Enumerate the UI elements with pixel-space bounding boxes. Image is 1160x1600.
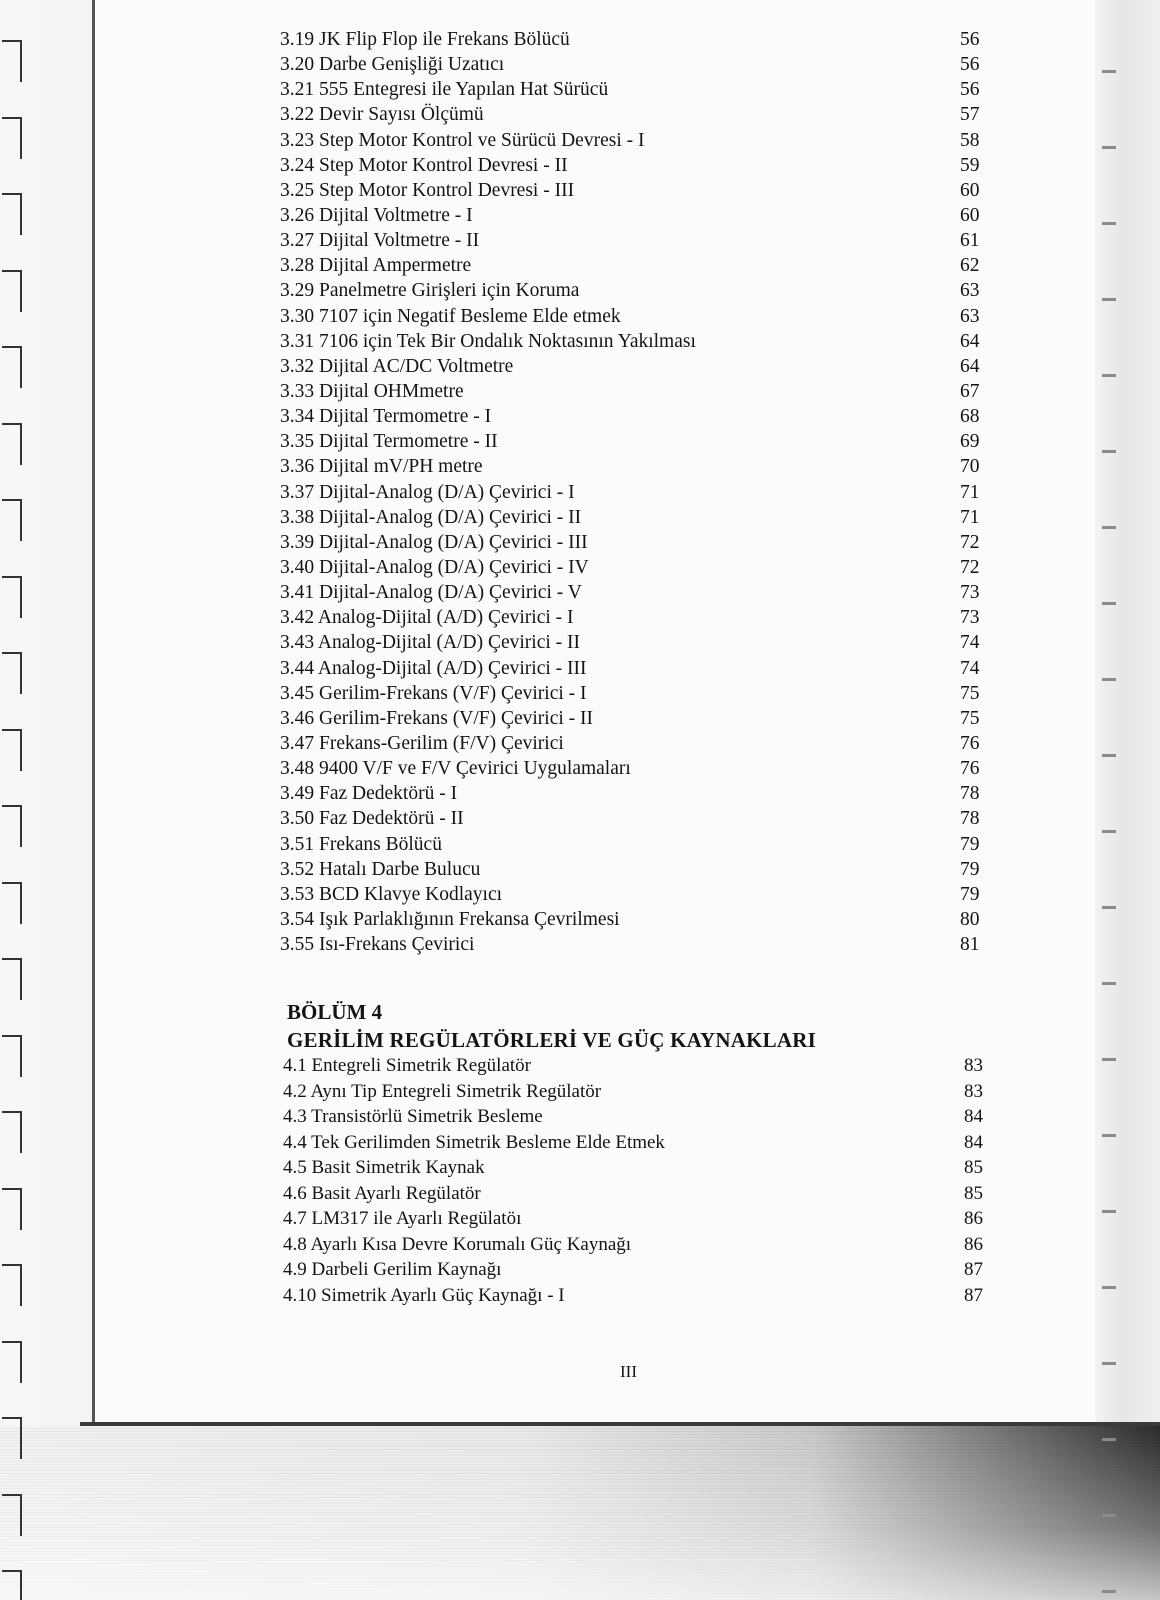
page-edge-tick — [1102, 1590, 1116, 1599]
binding-hole-mark — [2, 40, 22, 82]
toc-entry-page: 58 — [960, 129, 980, 151]
page-edge-tick — [1102, 222, 1116, 231]
toc-entry-title: 3.50 Faz Dedektörü - II — [280, 808, 464, 830]
toc-entry-title: 3.39 Dijital-Analog (D/A) Çevirici - III — [280, 531, 588, 553]
toc-entry-title: 3.19 JK Flip Flop ile Frekans Bölücü — [280, 29, 570, 50]
binding-hole-mark — [2, 1341, 22, 1383]
toc-entry-title: 3.45 Gerilim-Frekans (V/F) Çevirici - I — [280, 682, 587, 704]
page-edge-tick — [1102, 1438, 1116, 1447]
toc-entry-title: 4.6 Basit Ayarlı Regülatör — [283, 1182, 481, 1204]
toc-entry-page: 72 — [960, 556, 980, 578]
binding-hole-mark — [2, 1111, 22, 1153]
chapter-title: GERİLİM REGÜLATÖRLERİ VE GÜÇ KAYNAKLARI — [287, 1028, 816, 1052]
toc-entry — [280, 404, 990, 429]
toc-entry — [283, 1283, 993, 1309]
toc-entry-title: 3.20 Darbe Genişliği Uzatıcı — [280, 54, 505, 76]
toc-entry-title: 4.2 Aynı Tip Entegreli Simetrik Regülatör — [283, 1080, 602, 1102]
page-edge-tick — [1102, 1514, 1116, 1523]
toc-entry — [280, 480, 990, 505]
toc-entry — [280, 656, 990, 681]
toc-entry-title: 4.5 Basit Simetrik Kaynak — [283, 1157, 485, 1178]
toc-entry-title: 4.8 Ayarlı Kısa Devre Korumalı Güç Kaynağı — [283, 1233, 632, 1255]
toc-entry-page: 56 — [960, 79, 980, 101]
toc-entry-page: 64 — [960, 355, 980, 377]
binding-hole-mark — [2, 576, 22, 618]
binding-hole-mark — [2, 117, 22, 159]
toc-entry-page: 63 — [960, 305, 980, 327]
toc-entry-page: 64 — [960, 330, 980, 352]
toc-entry-title: 3.42 Analog-Dijital (A/D) Çevirici - I — [280, 607, 574, 629]
toc-entry — [283, 1155, 993, 1181]
toc-entry — [283, 1181, 993, 1207]
toc-entry-page: 60 — [960, 204, 980, 226]
toc-entry — [280, 756, 990, 781]
binding-hole-mark — [2, 346, 22, 388]
toc-entry-title: 3.34 Dijital Termometre - I — [280, 406, 492, 428]
toc-entry — [280, 630, 990, 655]
chapter-heading — [287, 998, 816, 1054]
page-edge-tick — [1102, 526, 1116, 535]
toc-section-3 — [280, 27, 990, 957]
toc-entry — [283, 1206, 993, 1232]
toc-entry-page: 80 — [960, 908, 980, 930]
toc-entry-title: 4.7 LM317 ile Ayarlı Regülatöı — [283, 1208, 522, 1229]
toc-entry-title: 3.30 7107 için Negatif Besleme Elde etmek — [280, 305, 621, 327]
toc-entry — [280, 555, 990, 580]
toc-entry — [280, 857, 990, 882]
toc-entry — [280, 806, 990, 831]
toc-entry-title: 3.23 Step Motor Kontrol ve Sürücü Devresi - I — [280, 129, 645, 151]
toc-entry-title: 3.53 BCD Klavye Kodlayıcı — [280, 883, 503, 905]
binding-hole-mark — [2, 1188, 22, 1230]
toc-entry-title: 4.4 Tek Gerilimden Simetrik Besleme Elde Etmek — [283, 1131, 665, 1153]
toc-entry-page: 74 — [960, 632, 980, 654]
binding-hole-mark — [2, 499, 22, 541]
toc-entry-page: 70 — [960, 456, 980, 478]
binding-hole-mark — [2, 1570, 22, 1600]
toc-entry — [280, 329, 990, 354]
toc-entry — [283, 1257, 993, 1283]
toc-entry-page: 86 — [964, 1208, 983, 1229]
toc-entry-page: 87 — [964, 1259, 983, 1280]
page-edge-tick — [1102, 374, 1116, 383]
page-edge-tick — [1102, 906, 1116, 915]
toc-entry — [280, 530, 990, 555]
toc-entry — [283, 1130, 993, 1156]
toc-entry-title: 3.55 Isı-Frekans Çevirici — [280, 934, 475, 956]
binding-hole-mark — [2, 1264, 22, 1306]
page-edge-tick — [1102, 450, 1116, 459]
page-edge-tick — [1102, 1134, 1116, 1143]
toc-entry-page: 56 — [960, 29, 980, 50]
toc-entry-page: 69 — [960, 431, 980, 453]
toc-entry — [280, 178, 990, 203]
page-edge-tick — [1102, 1286, 1116, 1295]
toc-entry-page: 68 — [960, 406, 980, 428]
toc-entry-title: 3.36 Dijital mV/PH metre — [280, 456, 483, 478]
page-edge-tick — [1102, 146, 1116, 155]
toc-entry-page: 79 — [960, 858, 980, 880]
toc-entry-title: 4.3 Transistörlü Simetrik Besleme — [283, 1106, 543, 1127]
binding-hole-mark — [2, 805, 22, 847]
toc-entry — [280, 153, 990, 178]
toc-entry-page: 71 — [960, 506, 980, 528]
scan-shadow-fade — [0, 1426, 1160, 1600]
toc-entry — [280, 77, 990, 102]
page-edge-tick — [1102, 1058, 1116, 1067]
toc-entry-title: 3.54 Işık Parlaklığının Frekansa Çevrilmesi — [280, 908, 620, 930]
binding-hole-mark — [2, 1417, 22, 1459]
chapter-number: BÖLÜM 4 — [287, 1000, 383, 1024]
toc-entry — [280, 932, 990, 957]
page-edge-tick — [1102, 754, 1116, 763]
toc-entry-title: 3.41 Dijital-Analog (D/A) Çevirici - V — [280, 582, 582, 604]
page-edge-tick — [1102, 1362, 1116, 1371]
toc-entry-page: 71 — [960, 481, 980, 503]
toc-entry-title: 3.31 7106 için Tek Bir Ondalık Noktasının Yakılması — [280, 330, 696, 352]
binding-hole-mark — [2, 270, 22, 312]
toc-entry — [280, 379, 990, 404]
toc-entry-page: 75 — [960, 707, 980, 729]
toc-entry-page: 73 — [960, 607, 980, 629]
toc-entry-page: 78 — [960, 808, 980, 830]
toc-entry-title: 3.43 Analog-Dijital (A/D) Çevirici - II — [280, 632, 581, 654]
toc-entry-title: 3.35 Dijital Termometre - II — [280, 431, 498, 453]
toc-entry — [280, 781, 990, 806]
toc-entry — [280, 832, 990, 857]
toc-entry — [280, 882, 990, 907]
toc-entry-title: 3.22 Devir Sayısı Ölçümü — [280, 104, 484, 126]
binding-hole-mark — [2, 193, 22, 235]
toc-entry — [280, 505, 990, 530]
toc-entry-page: 61 — [960, 230, 980, 252]
toc-entry — [283, 1053, 993, 1079]
toc-entry — [280, 429, 990, 454]
toc-entry-title: 3.21 555 Entegresi ile Yapılan Hat Sürücü — [280, 79, 609, 101]
toc-entry-page: 84 — [964, 1131, 983, 1153]
toc-entry-page: 76 — [960, 758, 980, 780]
toc-entry-title: 3.37 Dijital-Analog (D/A) Çevirici - I — [280, 481, 575, 503]
toc-entry-page: 86 — [964, 1233, 983, 1255]
toc-entry-page: 62 — [960, 255, 980, 277]
toc-entry-title: 3.26 Dijital Voltmetre - I — [280, 204, 473, 226]
toc-entry-page: 57 — [960, 104, 980, 126]
toc-entry-page: 67 — [960, 380, 980, 402]
toc-entry-title: 3.24 Step Motor Kontrol Devresi - II — [280, 154, 568, 176]
toc-entry-title: 3.46 Gerilim-Frekans (V/F) Çevirici - II — [280, 707, 594, 729]
toc-entry-title: 3.27 Dijital Voltmetre - II — [280, 230, 480, 252]
toc-entry-page: 75 — [960, 682, 980, 704]
toc-entry — [280, 605, 990, 630]
binding-hole-mark — [2, 423, 22, 465]
toc-entry-page: 83 — [964, 1080, 983, 1102]
binding-hole-mark — [2, 1035, 22, 1077]
binding-hole-mark — [2, 729, 22, 771]
toc-entry-page: 60 — [960, 179, 980, 201]
toc-entry — [280, 203, 990, 228]
binding-hole-mark — [2, 958, 22, 1000]
toc-entry-page: 85 — [964, 1182, 983, 1204]
page-edge-tick — [1102, 602, 1116, 611]
toc-entry-page: 56 — [960, 54, 980, 76]
toc-entry-title: 4.9 Darbeli Gerilim Kaynağı — [283, 1259, 502, 1280]
binding-hole-mark — [2, 652, 22, 694]
toc-entry-page: 74 — [960, 657, 980, 679]
toc-entry-title: 4.10 Simetrik Ayarlı Güç Kaynağı - I — [283, 1284, 565, 1306]
toc-entry-page: 76 — [960, 732, 980, 754]
page-edge-tick — [1102, 70, 1116, 79]
page-stack-edge — [1096, 0, 1160, 1600]
toc-entry-page: 78 — [960, 783, 980, 805]
toc-entry — [280, 52, 990, 77]
toc-entry — [280, 278, 990, 303]
toc-entry — [280, 27, 990, 52]
binding-hole-mark — [2, 882, 22, 924]
toc-entry-title: 3.32 Dijital AC/DC Voltmetre — [280, 355, 514, 377]
toc-entry-page: 72 — [960, 531, 980, 553]
toc-entry-page: 79 — [960, 833, 980, 855]
toc-entry — [283, 1079, 993, 1105]
toc-entry-page: 83 — [964, 1055, 983, 1076]
page-edge-tick — [1102, 1210, 1116, 1219]
toc-entry-page: 84 — [964, 1106, 983, 1127]
toc-entry — [280, 304, 990, 329]
binding-hole-mark — [2, 1494, 22, 1536]
toc-entry-page: 73 — [960, 582, 980, 604]
toc-entry — [280, 731, 990, 756]
page-edge-tick — [1102, 982, 1116, 991]
toc-entry — [280, 354, 990, 379]
toc-entry — [280, 253, 990, 278]
page-edge-tick — [1102, 678, 1116, 687]
page-edge-tick — [1102, 830, 1116, 839]
toc-entry-title: 3.49 Faz Dedektörü - I — [280, 783, 458, 805]
page-number: III — [620, 1362, 637, 1381]
toc-section-4 — [283, 1053, 993, 1308]
toc-entry-title: 3.48 9400 V/F ve F/V Çevirici Uygulamaları — [280, 758, 631, 780]
toc-entry-page: 85 — [964, 1157, 983, 1178]
toc-entry — [280, 580, 990, 605]
toc-entry-page: 87 — [964, 1284, 983, 1306]
toc-entry-page: 59 — [960, 154, 980, 176]
toc-entry-title: 3.33 Dijital OHMmetre — [280, 380, 464, 402]
toc-entry — [280, 102, 990, 127]
toc-entry — [280, 454, 990, 479]
toc-entry-title: 3.40 Dijital-Analog (D/A) Çevirici - IV — [280, 556, 589, 578]
toc-entry-title: 3.52 Hatalı Darbe Bulucu — [280, 858, 481, 880]
toc-entry — [280, 706, 990, 731]
toc-entry — [283, 1232, 993, 1258]
toc-entry-title: 4.1 Entegreli Simetrik Regülatör — [283, 1055, 532, 1076]
toc-entry-title: 3.51 Frekans Bölücü — [280, 833, 442, 855]
toc-entry-page: 81 — [960, 934, 980, 956]
toc-entry-title: 3.38 Dijital-Analog (D/A) Çevirici - II — [280, 506, 582, 528]
toc-entry — [280, 128, 990, 153]
toc-entry — [283, 1104, 993, 1130]
toc-entry-title: 3.44 Analog-Dijital (A/D) Çevirici - III — [280, 657, 587, 679]
toc-entry-title: 3.25 Step Motor Kontrol Devresi - III — [280, 179, 575, 201]
toc-entry-title: 3.47 Frekans-Gerilim (F/V) Çevirici — [280, 732, 564, 754]
toc-entry-page: 79 — [960, 883, 980, 905]
toc-entry-page: 63 — [960, 280, 980, 302]
toc-entry — [280, 681, 990, 706]
toc-entry-title: 3.29 Panelmetre Girişleri için Koruma — [280, 280, 580, 302]
toc-entry — [280, 228, 990, 253]
page-edge-tick — [1102, 298, 1116, 307]
toc-entry — [280, 907, 990, 932]
toc-entry-title: 3.28 Dijital Ampermetre — [280, 255, 472, 277]
